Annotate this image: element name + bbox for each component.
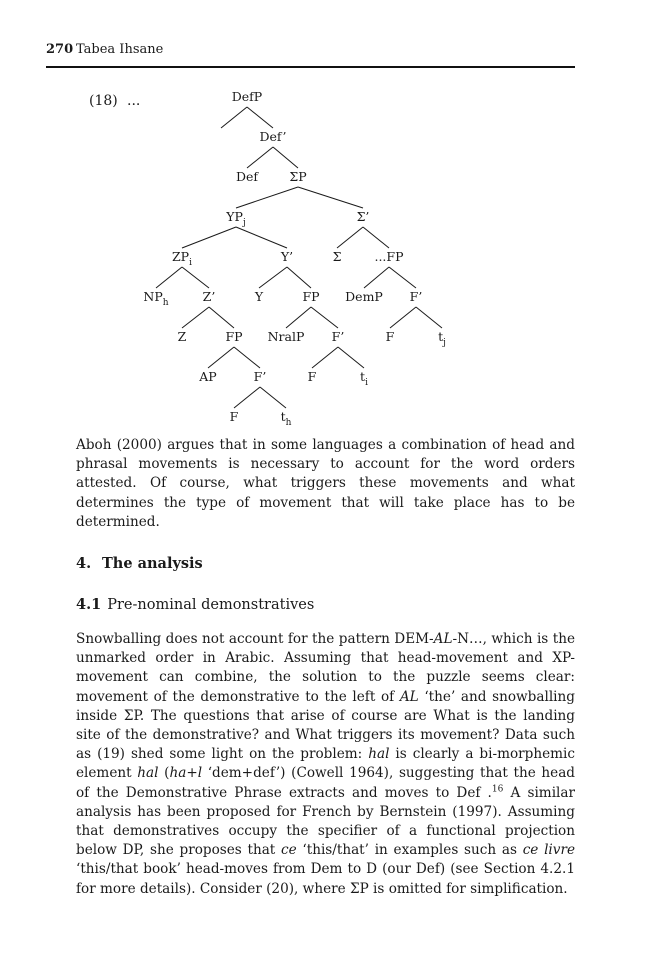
paragraph-snowballing: Snowballing does not account for the pattern DEM-AL-N…, which is the unmarked order in Arabic. Assuming that head-movement and XP-movement can combine, the solution to the puzzle seems clear: movement of the demonstrative to the left of AL ‘the’ and snowballing inside ΣP. The questions that arise of course are What is the landing site of the demonstrative? and What triggers its movement? Data such as (19) shed some light on the problem: hal is clearly a bi-morphemic element hal (ha+l ‘dem+def’) (Cowell 1964), suggesting that the head of the Demonstrative Phrase extracts and moves to Def .$^{16}$ A similar analysis has been proposed for French by Bernstein (1997). Assuming that demonstratives occupy the specifier of a functional projection below DP, she proposes that ce ‘this/that’ in examples such as ce livre ‘this/that book’ head-moves from Dem to D (our Def) (see Section 4.2.1 for more details). Consider (20), where ΣP is omitted for simplification. bbox=[76, 631, 576, 897]
tree-node: Y’ bbox=[280, 249, 294, 264]
tree-node: F’ bbox=[409, 289, 423, 304]
tree-branch bbox=[209, 307, 234, 328]
tree-branch bbox=[234, 347, 260, 368]
tree-node: ΣP bbox=[289, 169, 307, 184]
tree-node: DemP bbox=[345, 289, 383, 304]
tree-branch bbox=[390, 307, 416, 328]
tree-node: $ZP_i$ bbox=[172, 249, 192, 268]
tree-node: Z bbox=[177, 329, 187, 344]
tree-node: DefP bbox=[231, 89, 263, 104]
section-heading bbox=[76, 555, 203, 572]
tree-branch bbox=[286, 307, 311, 328]
tree-node: Def’ bbox=[259, 129, 287, 144]
tree-node: Y bbox=[254, 289, 264, 304]
tree-branch bbox=[182, 227, 236, 248]
subsection-number: 4.1 bbox=[76, 596, 102, 613]
paragraph-aboh: Aboh (2000) argues that in some languages a combination of head and phrasal movements is necessary to account for the word orders attested. Of course, what triggers these movements and what determines the type of movement that will take place has to be determined. bbox=[76, 437, 575, 530]
footnote-marker: 16 bbox=[491, 784, 504, 795]
tree-branch bbox=[298, 187, 363, 208]
section-number: 4. bbox=[76, 555, 92, 572]
tree-node: $YP_j$ bbox=[226, 209, 246, 228]
tree-node: AP bbox=[199, 369, 217, 384]
tree-branch bbox=[311, 307, 338, 328]
tree-node: F bbox=[385, 329, 395, 344]
tree-node: $NP_h$ bbox=[143, 289, 169, 308]
tree-node: NralP bbox=[267, 329, 305, 344]
example-number: (18) bbox=[89, 93, 118, 109]
tree-branch bbox=[287, 267, 311, 288]
tree-branch bbox=[221, 107, 247, 128]
example-ellipsis: ... bbox=[127, 93, 141, 109]
tree-branch bbox=[182, 267, 209, 288]
syntax-tree bbox=[0, 0, 650, 440]
page-number: 270 bbox=[46, 42, 74, 57]
tree-node: Z’ bbox=[202, 289, 216, 304]
tree-branch bbox=[208, 347, 234, 368]
tree-branch bbox=[389, 267, 416, 288]
running-head-author: Tabea Ihsane bbox=[76, 42, 164, 57]
tree-branch bbox=[363, 227, 389, 248]
tree-node: $t_h$ bbox=[280, 409, 292, 428]
tree-node: F’ bbox=[253, 369, 267, 384]
section-title: The analysis bbox=[102, 555, 203, 572]
tree-node: FP bbox=[225, 329, 243, 344]
tree-branch bbox=[273, 147, 298, 168]
tree-branch bbox=[247, 147, 273, 168]
tree-branch bbox=[236, 227, 287, 248]
tree-branch bbox=[338, 347, 364, 368]
tree-node: $t_j$ bbox=[438, 329, 446, 348]
tree-branch bbox=[259, 267, 287, 288]
tree-node: Def bbox=[235, 169, 259, 184]
tree-branch bbox=[234, 387, 260, 408]
tree-branch bbox=[156, 267, 182, 288]
tree-node: ...FP bbox=[374, 249, 404, 264]
tree-node: Σ bbox=[332, 249, 342, 264]
tree-branch bbox=[416, 307, 442, 328]
tree-node: F bbox=[307, 369, 317, 384]
tree-branch bbox=[312, 347, 338, 368]
tree-branch bbox=[260, 387, 286, 408]
tree-branch bbox=[182, 307, 209, 328]
subsection-heading bbox=[76, 596, 314, 613]
tree-branch bbox=[236, 187, 298, 208]
tree-node: F bbox=[229, 409, 239, 424]
tree-node: F’ bbox=[331, 329, 345, 344]
tree-branch bbox=[364, 267, 389, 288]
tree-branch bbox=[337, 227, 363, 248]
tree-branch bbox=[247, 107, 273, 128]
tree-node: $t_i$ bbox=[360, 369, 368, 388]
subsection-title: Pre-nominal demonstratives bbox=[107, 597, 315, 613]
tree-node: FP bbox=[302, 289, 320, 304]
tree-node: Σ’ bbox=[356, 209, 370, 224]
